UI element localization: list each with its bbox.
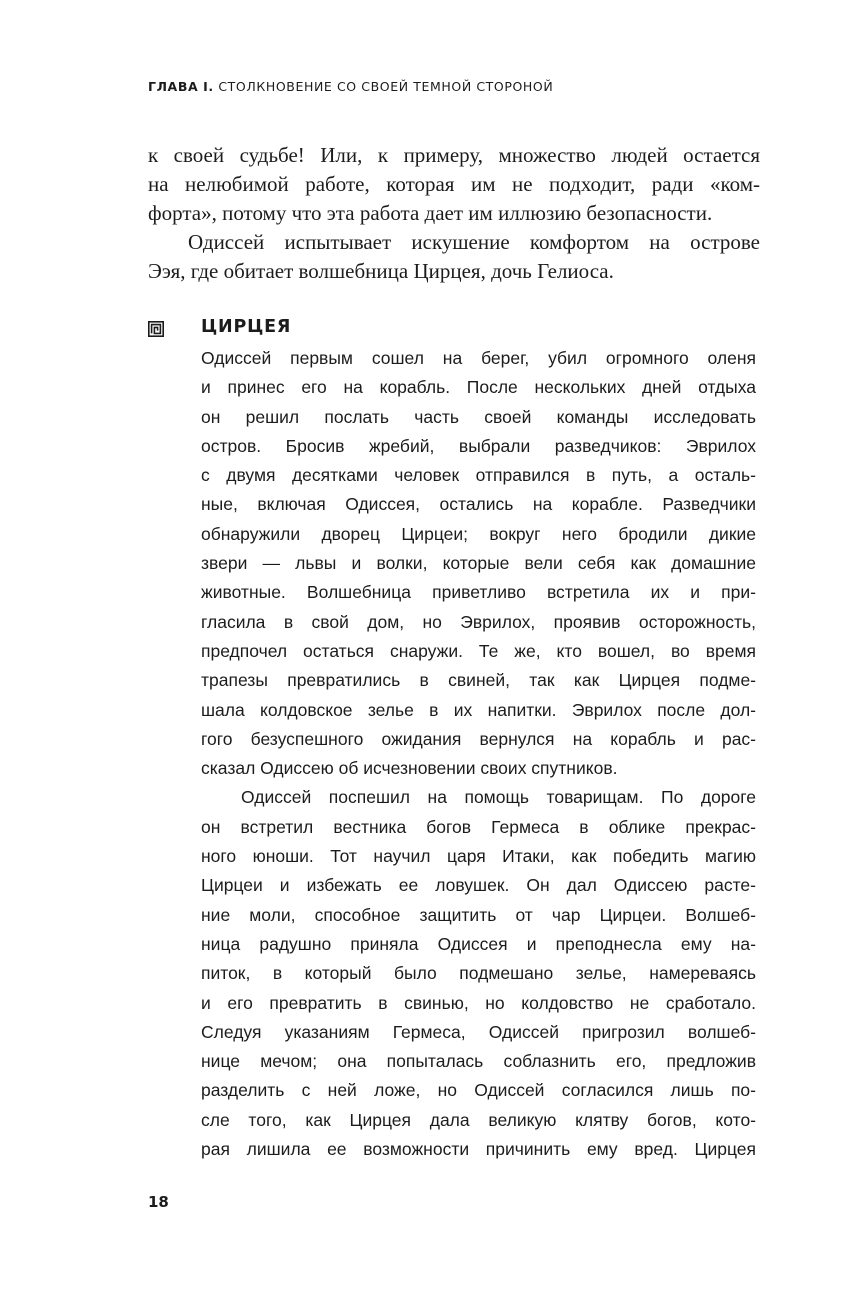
inset-line: Одиссей первым сошел на берег, убил огромного оленя	[201, 348, 756, 368]
main-text-line: к своей судьбе! Или, к примеру, множество людей остается	[148, 143, 760, 167]
main-text-line: Ээя, где обитает волшебница Цирцея, дочь Гелиоса.	[148, 259, 614, 283]
inset-line: он встретил вестника богов Гермеса в облике прекрас-	[201, 816, 756, 837]
inset-title: ЦИРЦЕЯ	[201, 317, 292, 337]
inset-line: остров. Бросив жребий, выбрали разведчиков: Эврилох	[201, 435, 756, 456]
main-text-line: Одиссей испытывает искушение комфортом на острове	[188, 230, 760, 254]
inset-line: обнаружили дворец Цирцеи; вокруг него бродили дикие	[201, 523, 756, 544]
inset-line: ные, включая Одиссея, остались на корабле. Разведчики	[201, 494, 756, 515]
inset-line: он решил послать часть своей команды исследовать	[201, 406, 756, 427]
inset-line: ница радушно приняла Одиссея и преподнесла ему на-	[201, 933, 756, 954]
inset-line: разделить с ней ложе, но Одиссей согласился лишь по-	[201, 1080, 756, 1101]
inset-line: Следуя указаниям Гермеса, Одиссей пригрозил волшеб-	[201, 1021, 756, 1042]
greek-key-icon	[148, 321, 164, 337]
inset-line: и его превратить в свинью, но колдовство не сработало.	[201, 992, 756, 1013]
running-head-chapter: ГЛАВА I.	[148, 79, 214, 94]
inset-line: животные. Волшебница приветливо встретила их и при-	[201, 582, 756, 603]
inset-line: нице мечом; она попыталась соблазнить его, предложив	[201, 1051, 756, 1072]
inset-line: предпочел остаться снаружи. Те же, кто вошел, во время	[201, 640, 756, 661]
inset-body	[201, 344, 756, 1164]
running-head	[148, 79, 553, 94]
main-text-line: на нелюбимой работе, которая им не подходит, ради «ком-	[148, 172, 760, 196]
main-text-line: форта», потому что эта работа дает им иллюзию безопасности.	[148, 201, 713, 225]
inset-line: ного юноши. Тот научил царя Итаки, как победить магию	[201, 846, 756, 867]
inset-line: шала колдовское зелье в их напитки. Эврилох после дол-	[201, 699, 756, 720]
inset-line: сказал Одиссею об исчезновении своих спутников.	[201, 758, 618, 779]
inset-line: звери — львы и волки, которые вели себя как домашние	[201, 553, 756, 574]
running-head-title: СТОЛКНОВЕНИЕ СО СВОЕЙ ТЕМНОЙ СТОРОНОЙ	[218, 79, 554, 94]
page-number: 18	[148, 1193, 169, 1211]
inset-line: трапезы превратились в свиней, так как Цирцея подме-	[201, 670, 756, 691]
inset-line: рая лишила ее возможности причинить ему вред. Цирцея	[201, 1139, 756, 1160]
inset-line: с двумя десятками человек отправился в путь, а осталь-	[201, 465, 756, 486]
inset-line: Цирцеи и избежать ее ловушек. Он дал Одиссею расте-	[201, 875, 756, 896]
inset-line: гласила в свой дом, но Эврилох, проявив осторожность,	[201, 611, 756, 632]
inset-line: питок, в который было подмешано зелье, намереваясь	[201, 963, 756, 984]
main-text	[148, 141, 760, 286]
inset-line: гого безуспешного ожидания вернулся на корабль и рас-	[201, 728, 756, 749]
inset-line: ние моли, способное защитить от чар Цирцеи. Волшеб-	[201, 904, 756, 925]
inset-line: сле того, как Цирцея дала великую клятву богов, кото-	[201, 1109, 756, 1130]
inset-line: и принес его на корабль. После нескольких дней отдыха	[201, 377, 756, 398]
inset-line: Одиссей поспешил на помощь товарищам. По дороге	[241, 787, 756, 808]
